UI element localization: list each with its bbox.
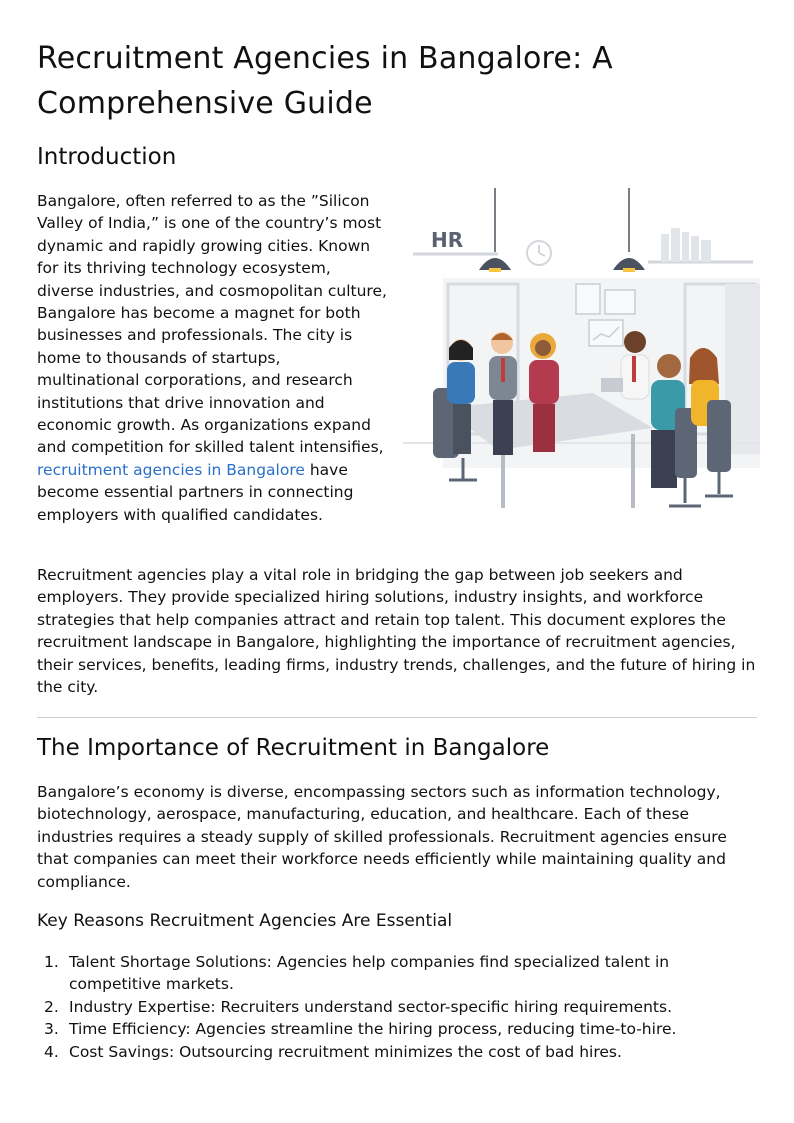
importance-heading: The Importance of Recruitment in Bangalore	[37, 735, 550, 761]
section-divider	[37, 717, 757, 718]
list-item-number: 2.	[44, 997, 59, 1016]
intro-paragraph	[37, 190, 387, 526]
intro-paragraph-2: Recruitment agencies play a vital role in bridging the gap between job seekers and employers. They provide specialized hiring solutions, industry insights, and workforce strategies that help companies attract and retain top talent. This document explores the recruitment landscape in Bangalore, highlighting the importance of recruitment agencies, their services, benefits, leading firms, industry trends, challenges, and the future of hiring in the city.	[37, 566, 756, 697]
intro-text-after-link: have become essential partners in connecting employers with qualified candidates.	[37, 460, 354, 524]
books-icon	[661, 228, 711, 262]
list-item	[37, 1041, 757, 1063]
key-reasons-list	[37, 951, 757, 1063]
list-item	[37, 951, 757, 996]
list-item	[37, 996, 757, 1018]
list-item-number: 3.	[44, 1020, 59, 1039]
list-item-number: 1.	[44, 953, 59, 971]
importance-paragraph: Bangalore’s economy is diverse, encompassing sectors such as information technology, biotechnology, aerospace, manufacturing, education, and healthcare. Each of these industries requires a steady supply of skilled professionals. Recruitment agencies ensure that companies can meet their workforce needs efficiently while maintaining quality and compliance.	[37, 783, 727, 891]
recruitment-agencies-link[interactable]: recruitment agencies in Bangalore	[37, 460, 305, 479]
person-woman-left	[433, 339, 475, 458]
list-item	[37, 1018, 757, 1040]
list-item-text: Time Efficiency: Agencies streamline the hiring process, reducing time-to-hire.	[69, 1020, 677, 1039]
key-reasons-heading: Key Reasons Recruitment Agencies Are Essential	[37, 911, 453, 931]
hr-sign: HR	[431, 228, 464, 252]
intro-text-before-link: Bangalore, often referred to as the ”Silicon Valley of India,” is one of the country’s most dynamic and rapidly growing cities. Known for its thriving technology ecosystem, diverse industries, and cosmopolitan culture, Bangalore has become a magnet for both businesses and professionals. The city is home to thousands of startups, multinational corporations, and research institutions that drive innovation and economic growth. As organizations expand and competition for skilled talent intensifies,	[37, 192, 387, 457]
list-item-text: Industry Expertise: Recruiters understand sector-specific hiring requirements.	[69, 997, 673, 1016]
hr-meeting-illustration	[403, 188, 760, 523]
lamp-right-icon	[613, 188, 645, 272]
intro-heading: Introduction	[37, 144, 177, 170]
person-woman-hijab	[529, 333, 559, 452]
list-item-text: Cost Savings: Outsourcing recruitment minimizes the cost of bad hires.	[69, 1042, 622, 1061]
page-title: Recruitment Agencies in Bangalore: A Comprehensive Guide	[37, 41, 613, 121]
list-item-text: Talent Shortage Solutions: Agencies help companies find specialized talent in competitive markets.	[69, 953, 670, 994]
lamp-left-icon	[479, 188, 511, 272]
list-item-number: 4.	[44, 1042, 59, 1061]
